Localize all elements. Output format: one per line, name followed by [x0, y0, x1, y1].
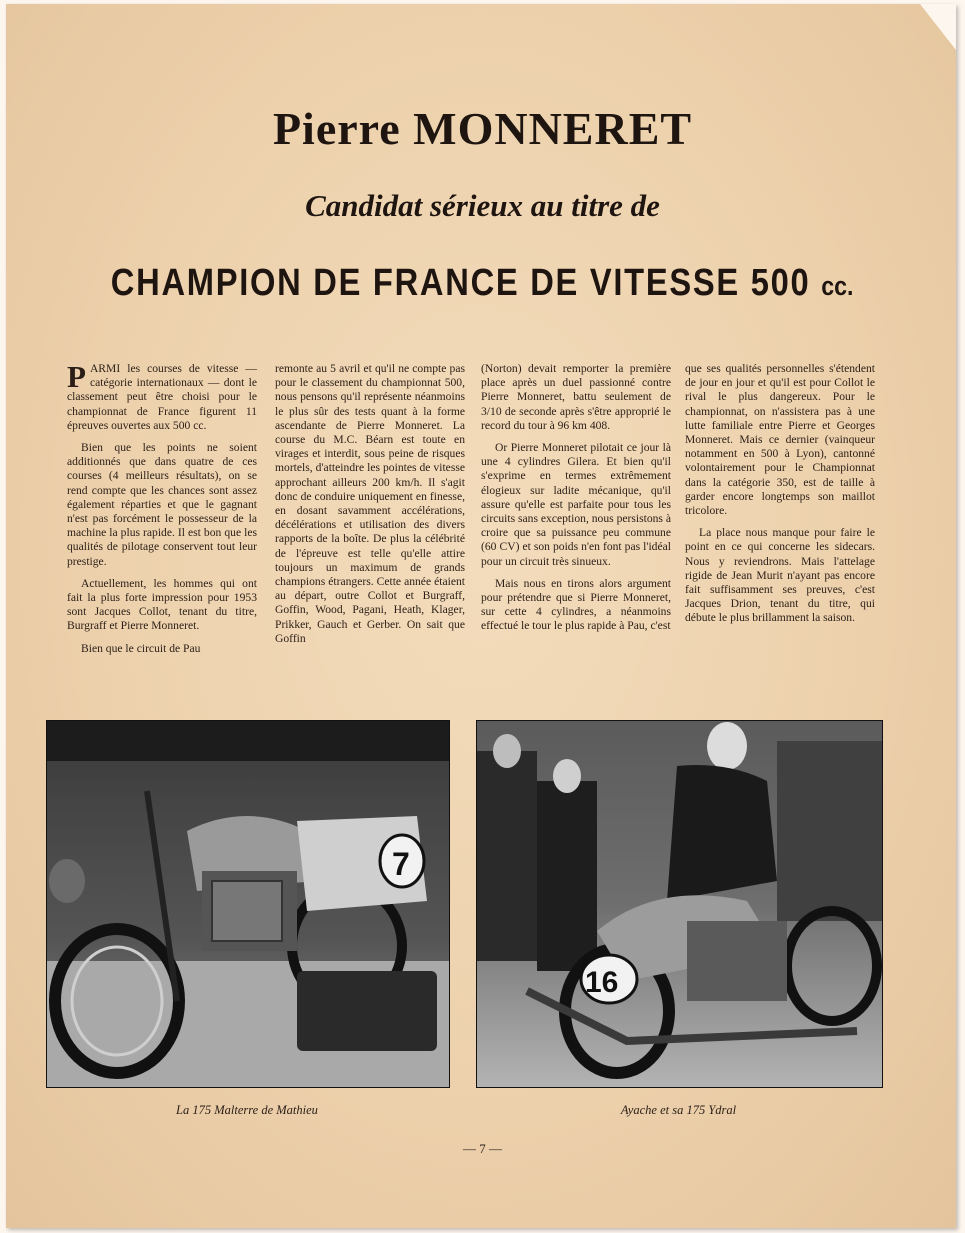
- page-number: — 7 —: [463, 1141, 502, 1156]
- headline-text: CHAMPION DE FRANCE DE VITESSE 500: [110, 262, 811, 304]
- drop-cap: P: [67, 359, 86, 394]
- article-column-3: [481, 362, 671, 642]
- paragraph: Mais nous en tirons alors argument pour prétendre que si Pierre Monneret, sur cette 4 cylindres, a néanmoins effectué le tour le plus rapide à Pau, c'est: [481, 576, 671, 633]
- article-body: [67, 359, 885, 688]
- paragraph: Bien que les points ne soient additionnés que dans quatre de ces courses (4 meilleurs résultats), on se rend compte que les chances sont assez également réparties et que le gagnant n'est pas forcément le possesseur de la machine la plus rapide. Il est bon que les qualités de pilotage conservent tout leur prestige.: [67, 441, 257, 568]
- paragraph: Or Pierre Monneret pilotait ce jour là une 4 cylindres Gilera. Et bien qu'il s'exprime en termes extrêmement élogieux sur ladite mécanique, qu'il assure qu'elle est parfaite pour tous les circuits sans exception, nous persistons à croire que sa puissance peu commune (60 CV) et son poids n'en font pas l'idéal pour un circuit très sinueux.: [481, 441, 671, 568]
- folded-corner: [920, 4, 956, 50]
- paragraph-text: les courses de vitesse — catégorie internationaux — dont le classement peut être choisi pour le championnat de France figurent 11 épreuves ouvertes aux 500 cc.: [67, 362, 257, 432]
- article-column-2: [275, 362, 465, 654]
- article-title: Pierre MONNERET: [272, 103, 693, 154]
- motorcycle-photo-illustration: [47, 721, 449, 1087]
- paragraph: remonte au 5 avril et qu'il ne compte pas pour le classement du championnat 500, nous pensons qu'il représente néanmoins le plus sûr des tests quant à la forme ascendante de Pierre Monneret. La course du M.C. Béarn est toute en virages et interdit, sous peine de risques mortels, d'atteindre les pointes de vitesse approchant ailleurs 200 km/h. Il s'agit donc de conduire uniquement en finesse, en dosant savamment accélérations, décélérations et utilisation des divers rapports de la boîte. De plus la célébrité de l'épreuve est telle qu'elle attire toujours un maximum de grands champions étrangers. Cette année étaient au départ, outre Collot et Burgraff, Goffin, Wood, Pagani, Heath, Klager, Prikker, Gauch et Gerber. On sait que Goffin: [275, 362, 465, 645]
- paragraph: que ses qualités personnelles s'étendent de jour en jour et qu'il est pour Collot le rival le plus dangereux. Pour le championnat, on n'assistera pas à une lutte familiale entre Pierre et Georges Monneret. Mais ce dernier (vainqueur notamment en 500 à Lyon), cantonné volontairement pour le Championnat dans la catégorie 350, est de taille à garder encore longtemps son maillot tricolore.: [685, 362, 875, 518]
- paragraph: La place nous manque pour faire le point en ce qui concerne les sidecars. Nous y reviendrons. Mais l'attelage rigide de Jean Murit n'ayant pas encore fait suffisamment ses preuves, c'est Jacques Drion, tenant du titre, qui débute le plus brillamment la saison.: [685, 526, 875, 625]
- article-headline: [67, 262, 897, 305]
- rider-photo-illustration: [477, 721, 882, 1087]
- photo-right-rider: [476, 720, 883, 1088]
- headline-unit: cc.: [821, 271, 854, 301]
- paragraph: [67, 359, 257, 433]
- paragraph: (Norton) devait remporter la première place après un duel passionné contre Pierre Monneret, battu seulement de 3/10 de seconde après s'être approprié le record du tour à 96 km 408.: [481, 362, 671, 432]
- paragraph: Bien que le circuit de Pau: [81, 641, 201, 655]
- article-column-1: [67, 359, 257, 664]
- article-column-4: [685, 362, 875, 634]
- paragraph: Actuellement, les hommes qui ont fait la plus forte impression pour 1953 sont Jacques Collot, tenant du titre, Burgraff et Pierre Monneret.: [67, 576, 257, 633]
- race-number-16: 16: [585, 966, 619, 999]
- article-subtitle: Candidat sérieux au titre de: [305, 188, 660, 223]
- race-number-7: 7: [392, 846, 410, 882]
- lead-word: ARMI: [89, 362, 121, 375]
- photo-left-caption: La 175 Malterre de Mathieu: [176, 1103, 318, 1117]
- photo-left-motorcycle: [46, 720, 450, 1088]
- photo-right-caption: Ayache et sa 175 Ydral: [620, 1103, 737, 1117]
